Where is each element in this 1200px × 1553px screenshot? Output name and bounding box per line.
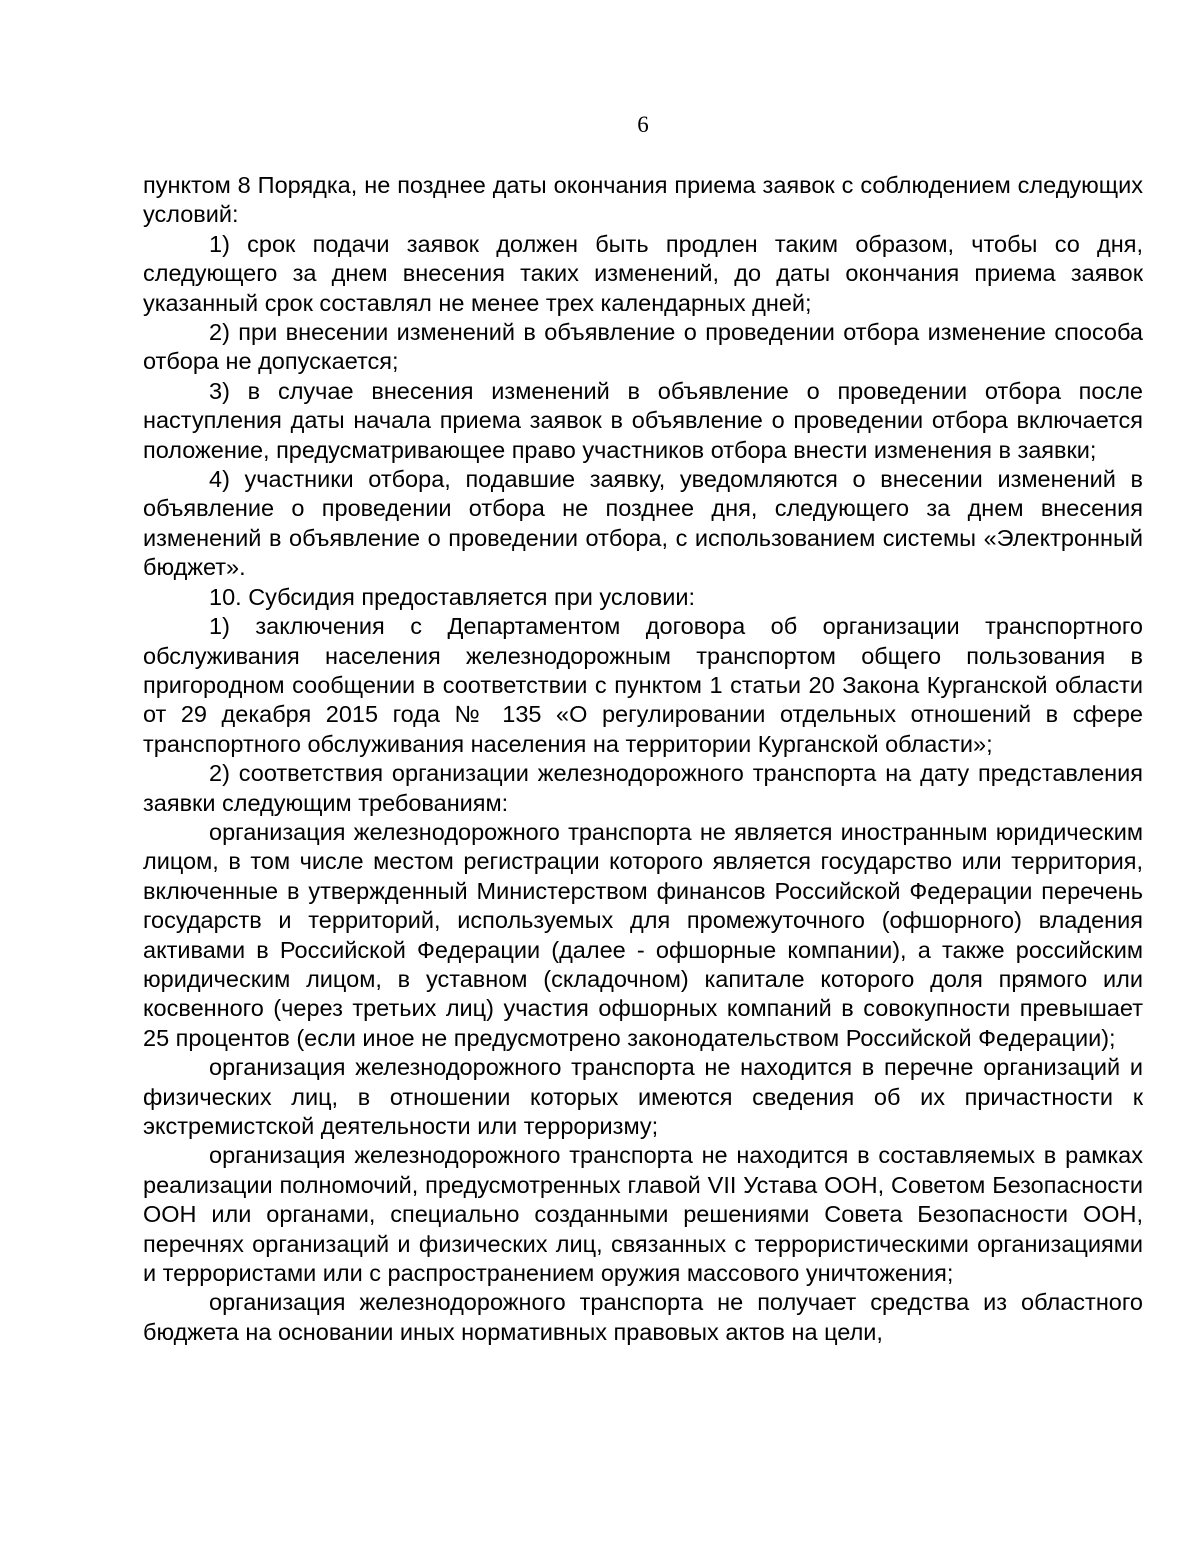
paragraph-condition-1: 1) заключения с Департаментом договора об организации транспортного обслуживания населения железнодорожным транспортом общего пользования в пригородном сообщении в соответствии с пунктом 1 статьи 20 Закона Курганской области от 29 декабря 2015 года № 135 «О регулировании отдельных отношений в сфере транспортного обслуживания населения на территории Курганской области»;: [143, 613, 1143, 757]
paragraph-item-1: 1) срок подачи заявок должен быть продлен таким образом, чтобы со дня, следующего за днем внесения таких изменений, до даты окончания приема заявок указанный срок составлял не менее трех календарных дней;: [143, 230, 1143, 316]
paragraph-condition-2: 2) соответствия организации железнодорожного транспорта на дату представления заявки следующим требованиям:: [143, 760, 1143, 816]
paragraph-item-3: 3) в случае внесения изменений в объявление о проведении отбора после наступления даты начала приема заявок в объявление о проведении отбора включается положение, предусматривающее право участников отбора внести изменения в заявки;: [143, 377, 1143, 463]
paragraph-requirement-un-lists: организация железнодорожного транспорта не находится в составляемых в рамках реализации полномочий, предусмотренных главой VII Устава ООН, Советом Безопасности ООН или органами, специально созданными решениями Совета Безопасности ООН, перечнях организаций и физических лиц, связанных с террористическими организациями и террористами или с распространением оружия массового уничтожения;: [143, 1142, 1143, 1287]
paragraph-item-4: 4) участники отбора, подавшие заявку, уведомляются о внесении изменений в объявление о проведении отбора не позднее дня, следующего за днем внесения изменений в объявление о проведении отбора, с использованием системы «Электронный бюджет».: [143, 466, 1143, 581]
paragraph-section-10: 10. Субсидия предоставляется при условии:: [209, 583, 695, 610]
paragraph-item-2: 2) при внесении изменений в объявление о проведении отбора изменение способа отбора не допускается;: [143, 319, 1143, 375]
page-number: 6: [637, 112, 649, 137]
paragraph-requirement-offshore: организация железнодорожного транспорта не является иностранным юридическим лицом, в том числе местом регистрации которого является государство или территория, включенные в утвержденный Министерством финансов Российской Федерации перечень государств и территорий, используемых для промежуточного (офшорного) владения активами в Российской Федерации (далее - офшорные компании), а также российским юридическим лицом, в уставном (складочном) капитале которого доля прямого или косвенного (через третьих лиц) участия офшорных компаний в совокупности превышает 25 процентов (если иное не предусмотрено законодательством Российской Федерации);: [143, 818, 1143, 1051]
paragraph-requirement-budget: организация железнодорожного транспорта не получает средства из областного бюджета на основании иных нормативных правовых актов на цели,: [143, 1289, 1143, 1345]
paragraph-continuation: пунктом 8 Порядка, не позднее даты окончания приема заявок с соблюдением следующих условий:: [143, 172, 1143, 228]
document-body: [143, 171, 1143, 1347]
paragraph-requirement-extremism: организация железнодорожного транспорта не находится в перечне организаций и физических лиц, в отношении которых имеются сведения об их причастности к экстремистской деятельности или терроризму;: [143, 1054, 1143, 1139]
